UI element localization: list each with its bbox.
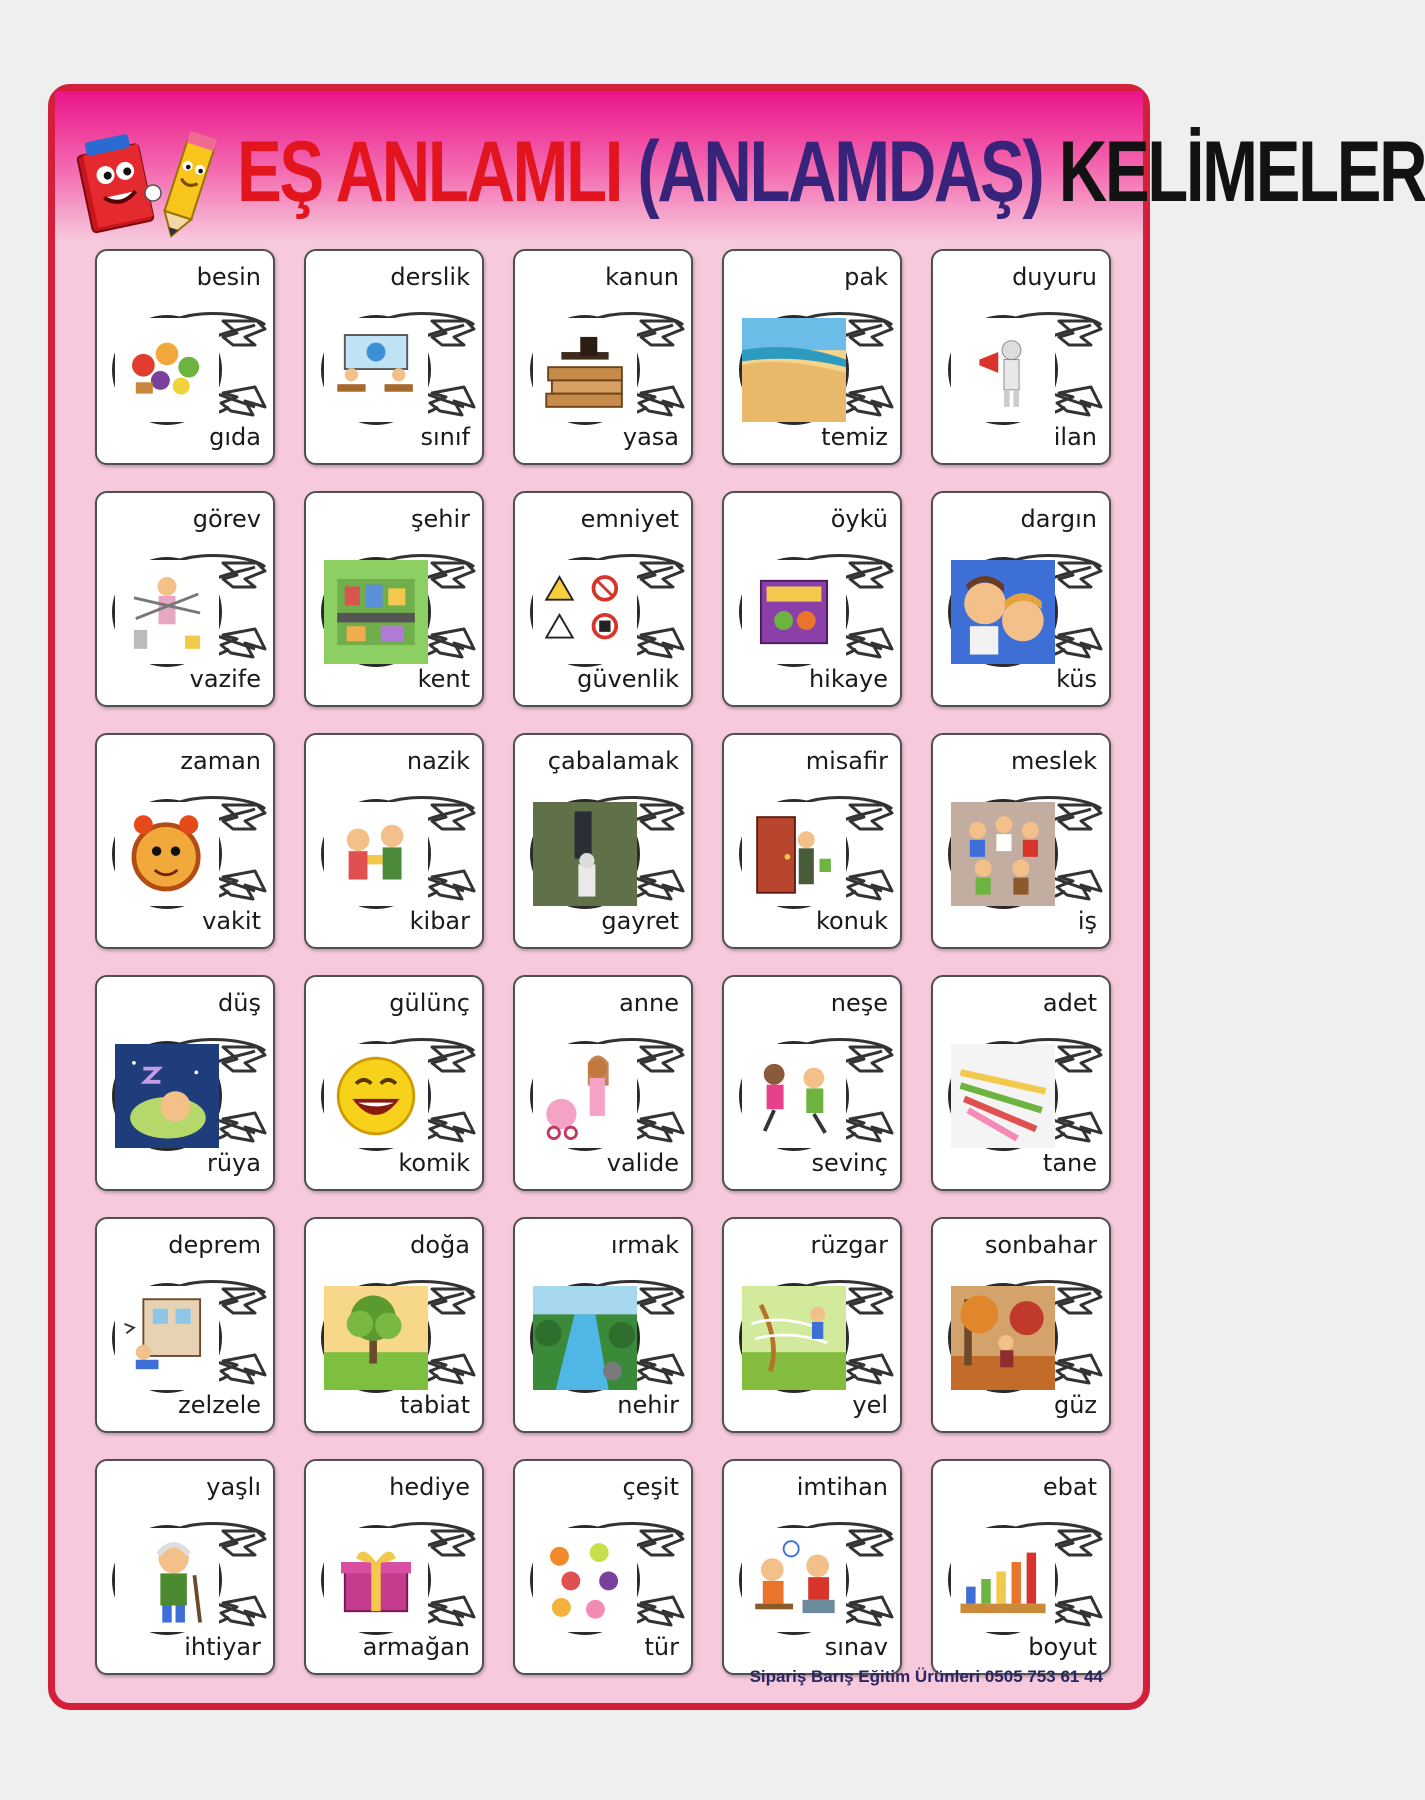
word-card — [722, 733, 902, 949]
river-icon — [530, 1283, 640, 1393]
word-bottom: ihtiyar — [184, 1633, 261, 1661]
word-top: adet — [1042, 989, 1097, 1017]
word-card — [513, 733, 693, 949]
word-card — [304, 491, 484, 707]
word-bottom: gıda — [209, 423, 261, 451]
word-top: sonbahar — [984, 1231, 1097, 1259]
page-title — [237, 117, 1425, 227]
word-card — [513, 249, 693, 465]
busy-person-icon — [112, 557, 222, 667]
word-bottom: küs — [1056, 665, 1097, 693]
sleeping-baby-icon — [112, 1041, 222, 1151]
word-card — [722, 975, 902, 1191]
old-man-icon — [112, 1525, 222, 1635]
word-bottom: sınıf — [420, 423, 470, 451]
word-card — [931, 491, 1111, 707]
word-top: besin — [196, 263, 261, 291]
word-top: dargın — [1020, 505, 1097, 533]
word-card — [931, 1459, 1111, 1675]
word-top: çabalamak — [547, 747, 679, 775]
word-top: hediye — [389, 1473, 470, 1501]
word-bottom: yasa — [622, 423, 679, 451]
happy-kids-icon — [739, 1041, 849, 1151]
word-bottom: vazife — [189, 665, 261, 693]
tree-landscape-icon — [321, 1283, 431, 1393]
word-card — [931, 733, 1111, 949]
classroom-icon — [321, 315, 431, 425]
upset-kids-icon — [948, 557, 1058, 667]
footer-contact: Sipariş Barış Eğitim Ürünleri 0505 753 61 44 — [749, 1667, 1103, 1686]
word-top: yaşlı — [206, 1473, 261, 1501]
megaphone-icon — [948, 315, 1058, 425]
word-card — [722, 249, 902, 465]
word-top: emniyet — [580, 505, 679, 533]
word-bottom: armağan — [362, 1633, 470, 1661]
gift-box-icon — [321, 1525, 431, 1635]
word-card — [304, 975, 484, 1191]
word-bottom: hikaye — [808, 665, 888, 693]
word-top: çeşit — [622, 1473, 679, 1501]
word-bottom: ilan — [1053, 423, 1097, 451]
word-top: düş — [218, 989, 261, 1017]
word-bottom: tür — [644, 1633, 679, 1661]
windy-icon — [739, 1283, 849, 1393]
word-top: görev — [192, 505, 261, 533]
title-part-2: (ANLAMDAŞ) — [637, 124, 1043, 220]
word-bottom: sevinç — [811, 1149, 888, 1177]
word-card — [95, 1459, 275, 1675]
word-card — [95, 733, 275, 949]
autumn-icon — [948, 1283, 1058, 1393]
word-card — [722, 1217, 902, 1433]
word-bottom: güvenlik — [577, 665, 679, 693]
pencils-icon — [948, 1041, 1058, 1151]
professions-icon — [948, 799, 1058, 909]
word-top: ebat — [1042, 1473, 1097, 1501]
word-top: kanun — [605, 263, 679, 291]
word-card — [95, 975, 275, 1191]
alarm-clock-icon — [112, 799, 222, 909]
word-top: şehir — [410, 505, 470, 533]
word-card — [304, 733, 484, 949]
poster — [48, 84, 1425, 1710]
storybook-icon — [739, 557, 849, 667]
title-part-3: KELİMELER — [1058, 124, 1425, 220]
word-top: imtihan — [796, 1473, 888, 1501]
door-guest-icon — [739, 799, 849, 909]
word-top: meslek — [1011, 747, 1097, 775]
word-top: zaman — [180, 747, 261, 775]
climbing-cat-icon — [530, 799, 640, 909]
beach-icon — [739, 315, 849, 425]
word-top: derslik — [390, 263, 470, 291]
word-top: neşe — [830, 989, 888, 1017]
word-top: ırmak — [610, 1231, 679, 1259]
word-bottom: konuk — [815, 907, 888, 935]
word-bottom: kibar — [409, 907, 470, 935]
word-bottom: gayret — [601, 907, 679, 935]
word-card — [513, 1459, 693, 1675]
word-bottom: tabiat — [399, 1391, 470, 1419]
word-card-grid — [95, 249, 1115, 1675]
word-top: öykü — [830, 505, 888, 533]
word-bottom: iş — [1077, 907, 1097, 935]
word-card — [304, 249, 484, 465]
word-card — [513, 1217, 693, 1433]
word-top: doğa — [410, 1231, 470, 1259]
word-card — [931, 975, 1111, 1191]
word-card — [304, 1217, 484, 1433]
word-bottom: temiz — [821, 423, 888, 451]
gavel-books-icon — [530, 315, 640, 425]
word-top: gülünç — [389, 989, 470, 1017]
word-bottom: yel — [852, 1391, 888, 1419]
word-bottom: tane — [1042, 1149, 1097, 1177]
word-card — [304, 1459, 484, 1675]
earthquake-icon — [112, 1283, 222, 1393]
word-top: misafir — [805, 747, 888, 775]
word-card — [513, 975, 693, 1191]
food-icon — [112, 315, 222, 425]
word-top: duyuru — [1012, 263, 1097, 291]
fruits-variety-icon — [530, 1525, 640, 1635]
polite-kids-icon — [321, 799, 431, 909]
word-top: pak — [844, 263, 888, 291]
title-part-1: EŞ ANLAMLI — [237, 124, 622, 220]
word-card — [513, 491, 693, 707]
word-top: anne — [619, 989, 679, 1017]
word-top: rüzgar — [810, 1231, 888, 1259]
word-card — [95, 491, 275, 707]
mother-stroller-icon — [530, 1041, 640, 1151]
word-bottom: sınav — [824, 1633, 888, 1661]
word-card — [931, 1217, 1111, 1433]
word-bottom: komik — [398, 1149, 470, 1177]
word-card — [722, 1459, 902, 1675]
word-bottom: valide — [606, 1149, 679, 1177]
city-icon — [321, 557, 431, 667]
word-card — [95, 1217, 275, 1433]
laughing-face-icon — [321, 1041, 431, 1151]
word-bottom: güz — [1053, 1391, 1097, 1419]
word-card — [95, 249, 275, 465]
word-bottom: vakit — [202, 907, 261, 935]
word-top: deprem — [168, 1231, 261, 1259]
sizes-toy-icon — [948, 1525, 1058, 1635]
word-bottom: rüya — [207, 1149, 261, 1177]
word-top: nazik — [406, 747, 470, 775]
word-card — [931, 249, 1111, 465]
word-bottom: zelzele — [178, 1391, 261, 1419]
word-bottom: boyut — [1028, 1633, 1097, 1661]
book-pencil-mascots-icon — [71, 121, 221, 241]
word-card — [722, 491, 902, 707]
word-bottom: nehir — [617, 1391, 679, 1419]
word-bottom: kent — [417, 665, 470, 693]
exam-icon — [739, 1525, 849, 1635]
safety-signs-icon — [530, 557, 640, 667]
